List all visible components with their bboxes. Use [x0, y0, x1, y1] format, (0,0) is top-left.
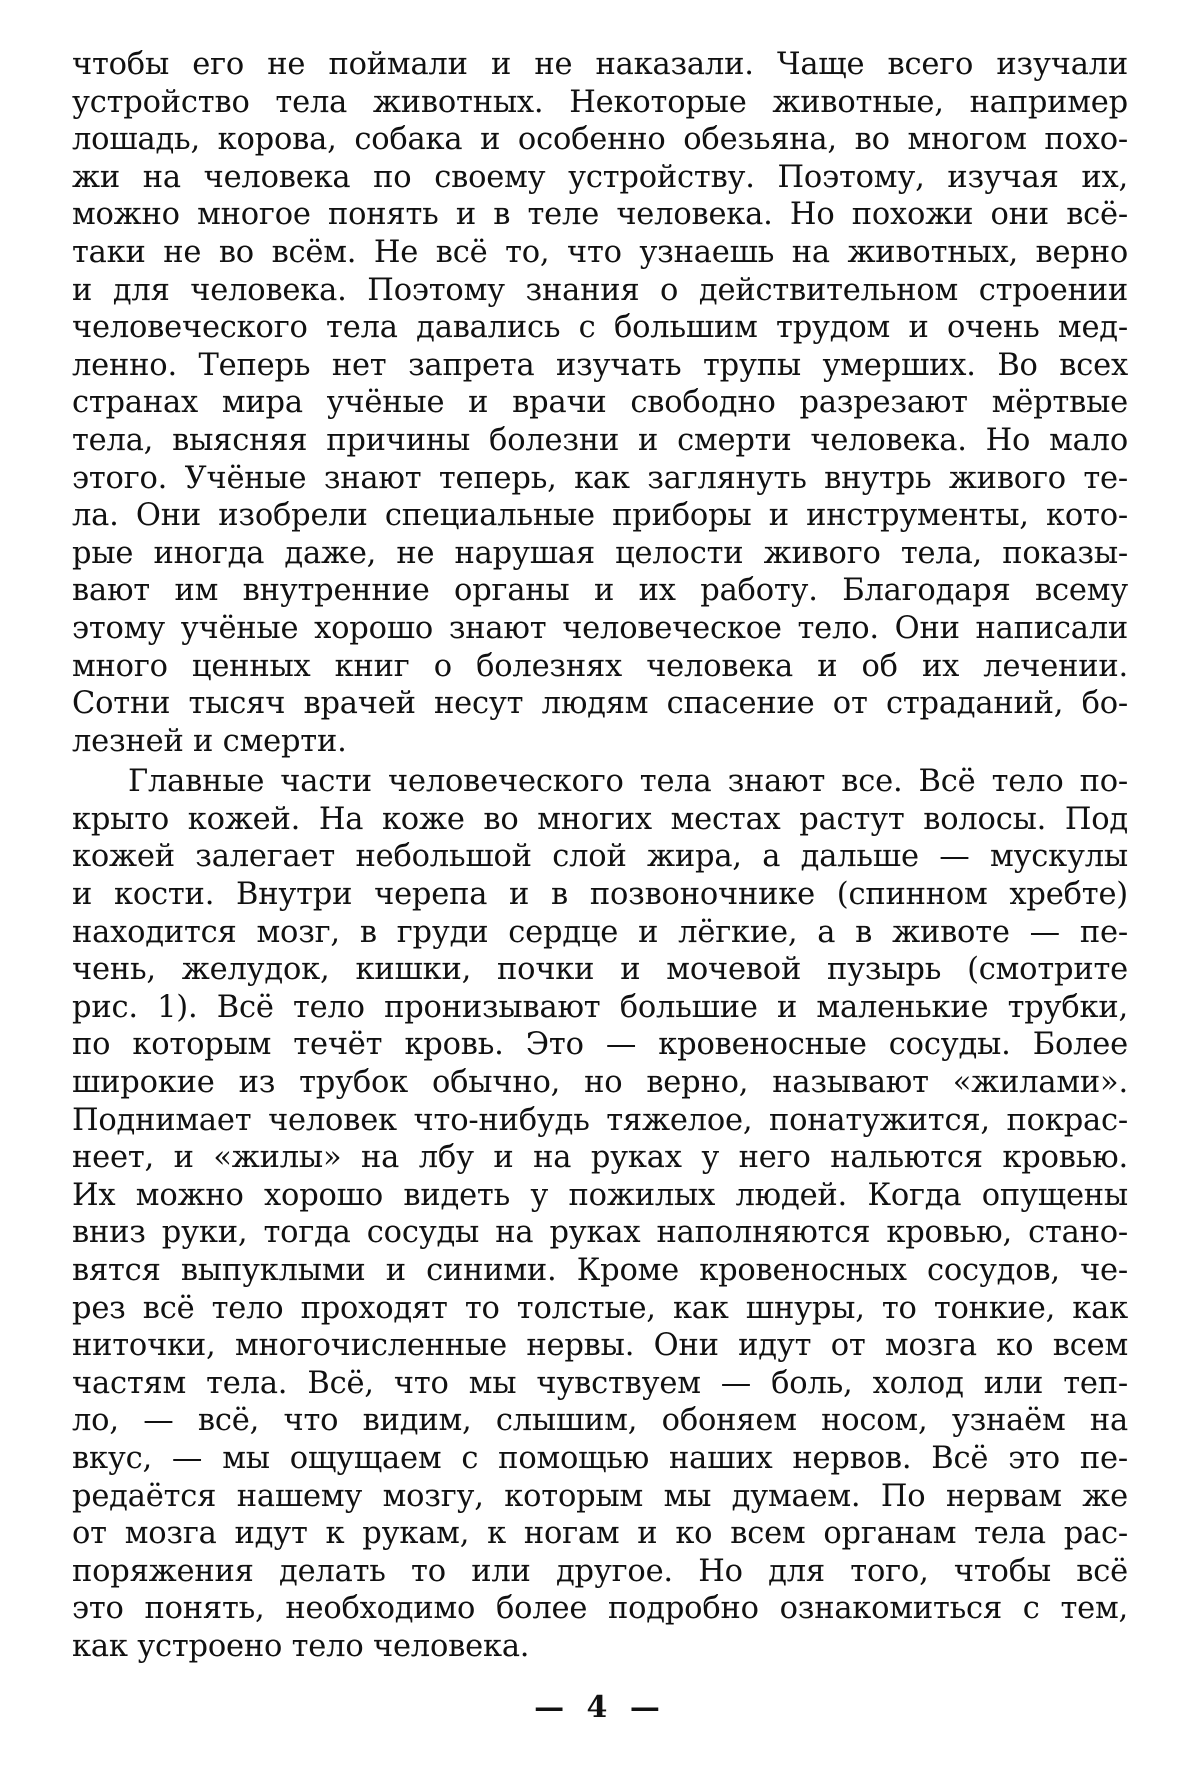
text-line: вают им внутренние органы и их работу. Благодаря всему — [72, 573, 1128, 609]
text-line: много ценных книг о болезнях человека и об их лечении. — [72, 648, 1128, 684]
text-line: неет, и «жилы» на лбу и на руках у него нальются кровью. — [72, 1140, 1128, 1176]
paragraph-2 — [72, 763, 1128, 1665]
text-line: рез всё тело проходят то толстые, как шнуры, то тонкие, как — [72, 1290, 1128, 1326]
text-line: крыто кожей. На коже во многих местах растут волосы. Под — [72, 801, 1128, 837]
text-line: Сотни тысяч врачей несут людям спасение от страданий, бо- — [72, 686, 1128, 722]
text-line: Поднимает человек что-нибудь тяжелое, понатужится, покрас- — [72, 1102, 1128, 1138]
text-line: странах мира учёные и врачи свободно разрезают мёртвые — [72, 385, 1128, 421]
text-line: кожей залегает небольшой слой жира, а дальше — мускулы — [72, 839, 1128, 875]
text-line: можно многое понять и в теле человека. Но похожи они всё- — [72, 197, 1128, 233]
paragraph-1 — [72, 46, 1128, 760]
text-line: по которым течёт кровь. Это — кровеносные сосуды. Более — [72, 1027, 1128, 1063]
text-line: ленно. Теперь нет запрета изучать трупы умерших. Во всех — [72, 347, 1128, 383]
text-line: вниз руки, тогда сосуды на руках наполняются кровью, стано- — [72, 1215, 1128, 1251]
text-line: человеческого тела давались с большим трудом и очень мед- — [72, 310, 1128, 346]
text-line: этому учёные хорошо знают человеческое тело. Они написали — [72, 610, 1128, 646]
text-line: поряжения делать то или другое. Но для того, чтобы всё — [72, 1553, 1128, 1589]
text-line: лезней и смерти. — [72, 723, 347, 759]
text-line: устройство тела животных. Некоторые животные, например — [72, 84, 1128, 120]
text-line: лошадь, корова, собака и особенно обезьяна, во многом похо- — [72, 122, 1128, 158]
text-line: частям тела. Всё, что мы чувствуем — боль, холод или теп- — [72, 1365, 1128, 1401]
text-line: вкус, — мы ощущаем с помощью наших нервов. Всё это пе- — [72, 1440, 1128, 1476]
text-line: редаётся нашему мозгу, которым мы думаем. По нервам же — [72, 1478, 1128, 1514]
text-line: ло, — всё, что видим, слышим, обоняем носом, узнаём на — [72, 1403, 1128, 1439]
text-line: таки не во всём. Не всё то, что узнаешь на животных, верно — [72, 234, 1128, 270]
page-number: — 4 — — [534, 1690, 666, 1725]
text-line: жи на человека по своему устройству. Поэтому, изучая их, — [72, 159, 1128, 195]
text-line: чтобы его не поймали и не наказали. Чаще всего изучали — [72, 47, 1128, 82]
text-line: тела, выясняя причины болезни и смерти человека. Но мало — [72, 422, 1128, 458]
text-line: ла. Они изобрели специальные приборы и инструменты, кото- — [72, 498, 1128, 534]
text-line: вятся выпуклыми и синими. Кроме кровеносных сосудов, че- — [72, 1253, 1128, 1288]
text-line: Их можно хорошо видеть у пожилых людей. Когда опущены — [72, 1177, 1128, 1213]
text-line: это понять, необходимо более подробно ознакомиться с тем, — [72, 1591, 1128, 1627]
text-line: этого. Учёные знают теперь, как заглянуть внутрь живого те- — [72, 460, 1128, 496]
text-line: Главные части человеческого тела знают все. Всё тело по- — [128, 764, 1128, 800]
text-line: находится мозг, в груди сердце и лёгкие, а в животе — пе- — [72, 914, 1128, 950]
page-body — [72, 46, 1128, 1666]
text-line: ниточки, многочисленные нервы. Они идут от мозга ко всем — [72, 1328, 1128, 1364]
text-line: широкие из трубок обычно, но верно, называют «жилами». — [72, 1065, 1128, 1101]
text-line: рис. 1). Всё тело пронизывают большие и маленькие трубки, — [72, 989, 1128, 1025]
text-line: от мозга идут к рукам, к ногам и ко всем органам тела рас- — [72, 1516, 1128, 1552]
text-line: и для человека. Поэтому знания о действительном строении — [72, 272, 1128, 308]
text-line: и кости. Внутри черепа и в позвоночнике (спинном хребте) — [72, 877, 1128, 913]
text-line: рые иногда даже, не нарушая целости живого тела, показы- — [72, 535, 1128, 571]
text-line: как устроено тело человека. — [72, 1628, 530, 1664]
text-line: чень, желудок, кишки, почки и мочевой пузырь (смотрите — [72, 952, 1128, 988]
